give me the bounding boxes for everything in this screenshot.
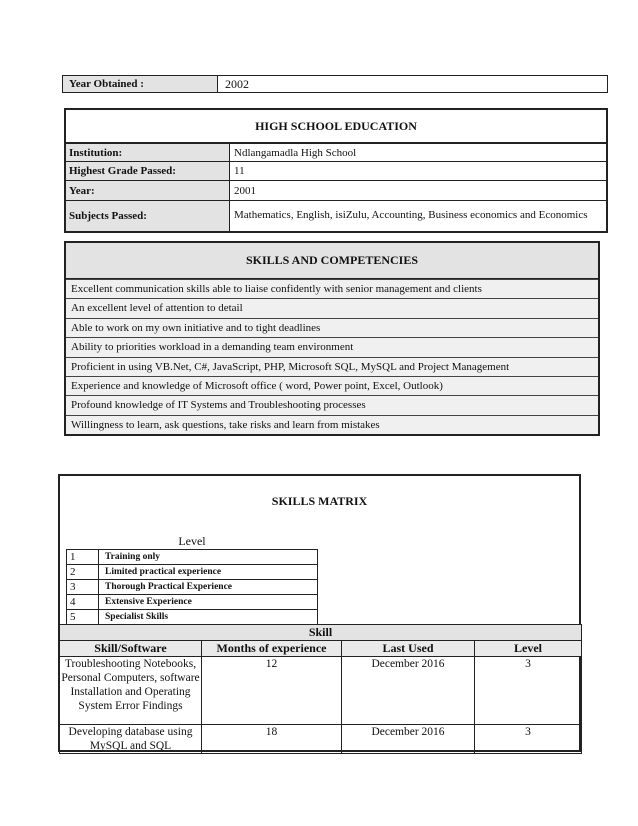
level-table: [66, 549, 318, 625]
list-item: An excellent level of attention to detail: [66, 298, 598, 317]
level-legend: [66, 534, 318, 625]
grade-value: 11: [230, 162, 607, 181]
level-description: Specialist Skills: [99, 610, 318, 625]
list-item: Proficient in using VB.Net, C#, JavaScript, PHP, Microsoft SQL, MySQL and Project Management: [66, 357, 598, 376]
level-number: 3: [67, 580, 99, 595]
level-number: 5: [67, 610, 99, 625]
level-number: 4: [67, 595, 99, 610]
table-row: [67, 595, 318, 610]
table-header-row: [60, 641, 582, 657]
level-number: 1: [67, 550, 99, 565]
level-cell: 3: [475, 657, 582, 725]
table-row: [60, 625, 582, 641]
skills-matrix-table-wrap: [59, 624, 582, 754]
high-school-table: [66, 143, 606, 231]
year-obtained-value: 2002: [225, 77, 249, 91]
table-row: [67, 565, 318, 580]
skills-matrix-section: [58, 474, 581, 752]
subjects-label: Subjects Passed:: [66, 201, 230, 231]
year-value: 2001: [230, 181, 607, 201]
level-cell: 3: [475, 725, 582, 754]
last-used-cell: December 2016: [342, 725, 475, 754]
institution-label: Institution:: [66, 144, 230, 162]
high-school-section: [64, 108, 608, 233]
institution-value: Ndlangamadla High School: [230, 144, 607, 162]
level-description: Limited practical experience: [99, 565, 318, 580]
skills-matrix-table: [59, 624, 582, 754]
year-obtained-row: [62, 75, 608, 93]
year-obtained-label: Year Obtained :: [63, 76, 218, 92]
level-caption: Level: [178, 534, 206, 548]
table-row: [60, 725, 582, 754]
level-number: 2: [67, 565, 99, 580]
level-description: Training only: [99, 550, 318, 565]
level-description: Extensive Experience: [99, 595, 318, 610]
table-row: [67, 610, 318, 625]
table-row: [66, 162, 606, 181]
table-row: [66, 144, 606, 162]
list-item: Ability to priorities workload in a demanding team environment: [66, 337, 598, 356]
subjects-value: Mathematics, English, isiZulu, Accounting, Business economics and Economics: [230, 201, 607, 231]
skill-header: Skill: [60, 625, 582, 641]
skills-matrix-title: SKILLS MATRIX: [271, 494, 368, 508]
column-header: Skill/Software: [60, 641, 202, 657]
months-cell: 18: [202, 725, 342, 754]
table-row: [66, 181, 606, 201]
skill-cell: Developing database using MySQL and SQL: [60, 725, 202, 754]
level-description: Thorough Practical Experience: [99, 580, 318, 595]
table-row: [66, 201, 606, 231]
table-row: [67, 580, 318, 595]
year-label: Year:: [66, 181, 230, 201]
column-header: Months of experience: [202, 641, 342, 657]
list-item: Willingness to learn, ask questions, take risks and learn from mistakes: [66, 415, 598, 434]
grade-label: Highest Grade Passed:: [66, 162, 230, 181]
list-item: Able to work on my own initiative and to tight deadlines: [66, 318, 598, 337]
list-item: Profound knowledge of IT Systems and Troubleshooting processes: [66, 395, 598, 414]
skills-competencies-title: SKILLS AND COMPETENCIES: [66, 243, 598, 279]
months-cell: 12: [202, 657, 342, 725]
last-used-cell: December 2016: [342, 657, 475, 725]
table-row: [60, 657, 582, 725]
table-row: [67, 550, 318, 565]
skill-cell: Troubleshooting Notebooks, Personal Computers, software Installation and Operating System Error Findings: [60, 657, 202, 725]
list-item: Excellent communication skills able to liaise confidently with senior management and clients: [66, 279, 598, 298]
list-item: Experience and knowledge of Microsoft office ( word, Power point, Excel, Outlook): [66, 376, 598, 395]
high-school-title: HIGH SCHOOL EDUCATION: [66, 110, 606, 143]
column-header: Last Used: [342, 641, 475, 657]
skills-competencies-section: [64, 241, 600, 436]
column-header: Level: [475, 641, 582, 657]
